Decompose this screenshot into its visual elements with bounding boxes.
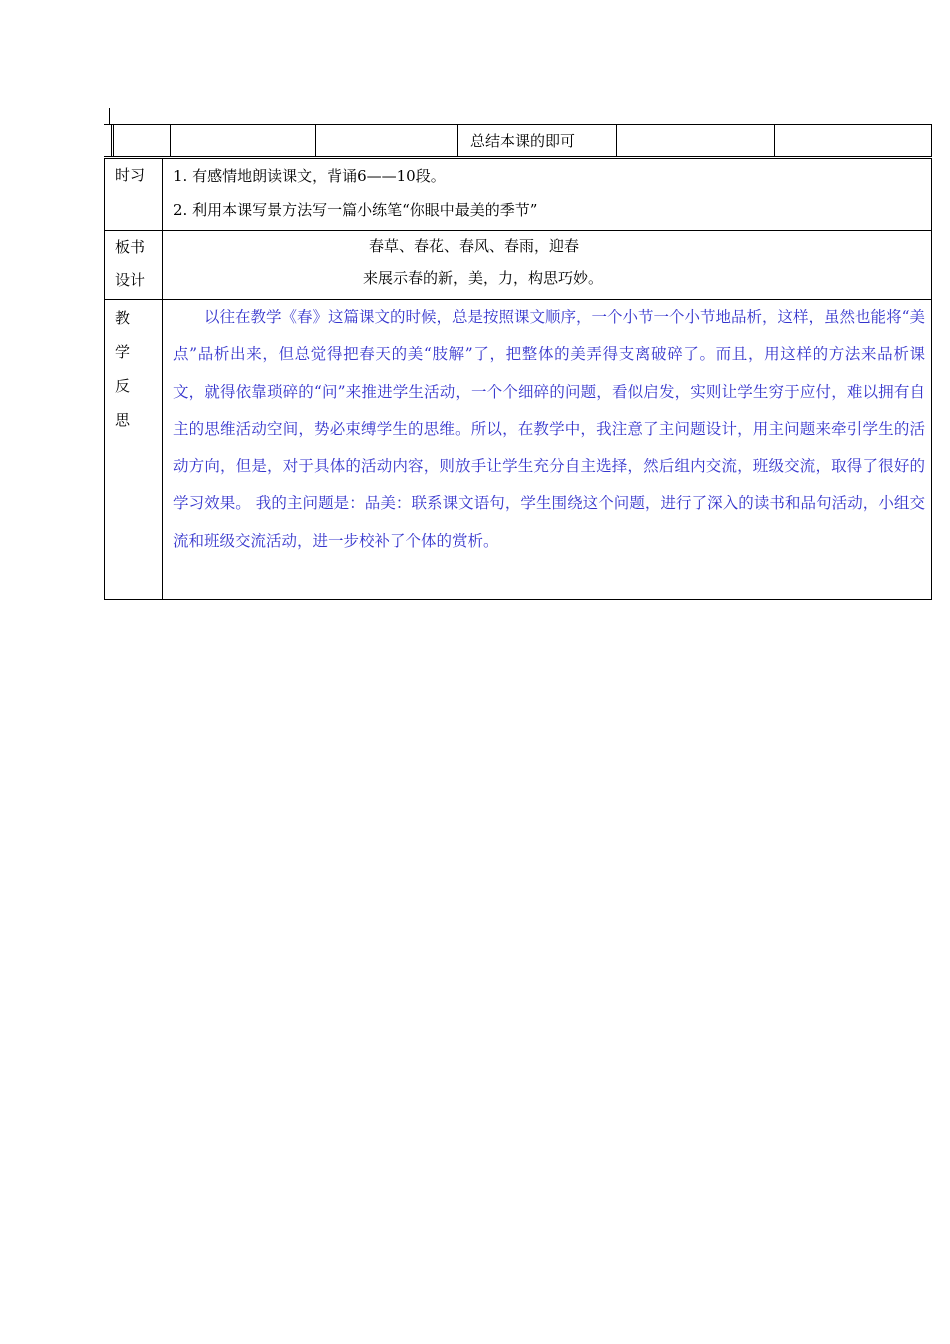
table-cell-1 — [111, 124, 171, 157]
reflection-text: 以往在教学《春》这篇课文的时候，总是按照课文顺序，一个小节一个小节地品析，这样，虽然也能将“美点”品析出来，但总觉得把春天的美“肢解”了，把整体的美弄得支离破碎了。而且，用这样的方法来品析课文，就得依靠琐碎的“问”来推进学生活动，一个个细碎的问题，看似启发，实则让学生穷于应付，难以拥有自主的思维活动空间，势必束缚学生的思维。所以，在教学中，我注意了主问题设计，用主问题来牵引学生的活动方向，但是，对于具体的活动内容，则放手让学生充分自主选择，然后组内交流，班级交流，取得了很好的学习效果。 我的主问题是：品美：联系课文语句，学生围绕这个问题，进行了深入的读书和品句活动，小组交流和班级交流活动，进一步校补了个体的赏析。 — [173, 308, 925, 550]
table-cell-6 — [774, 124, 932, 157]
table-cell-3 — [315, 124, 458, 157]
reflection-label-char-2: 学 — [115, 343, 131, 361]
homework-label: 时习 — [115, 166, 146, 184]
summary-text: 总结本课的即可 — [470, 132, 576, 150]
homework-item-2: 2. 利用本课写景方法写一篇小练笔“你眼中最美的季节” — [173, 201, 538, 219]
lesson-table — [104, 158, 932, 600]
table-cell-summary — [457, 124, 617, 157]
reflection-label-char-4: 思 — [115, 411, 131, 429]
table-edge-mark — [109, 108, 110, 124]
table-continuation-row — [104, 124, 932, 159]
homework-item-1: 1. 有感情地朗读课文，背诵6——10段。 — [173, 167, 446, 185]
board-design-line-2: 来展示春的新，美，力，构思巧妙。 — [363, 269, 604, 287]
board-design-label-1: 板书 — [115, 238, 146, 256]
table-cell-5 — [616, 124, 775, 157]
reflection-label-char-3: 反 — [115, 377, 131, 395]
reflection-label-char-1: 教 — [115, 309, 131, 327]
column-divider — [162, 159, 163, 599]
row-divider-1 — [105, 230, 931, 231]
table-cell-2 — [170, 124, 316, 157]
board-design-label-2: 设计 — [115, 271, 146, 289]
board-design-line-1: 春草、春花、春风、春雨，迎春 — [369, 237, 580, 255]
